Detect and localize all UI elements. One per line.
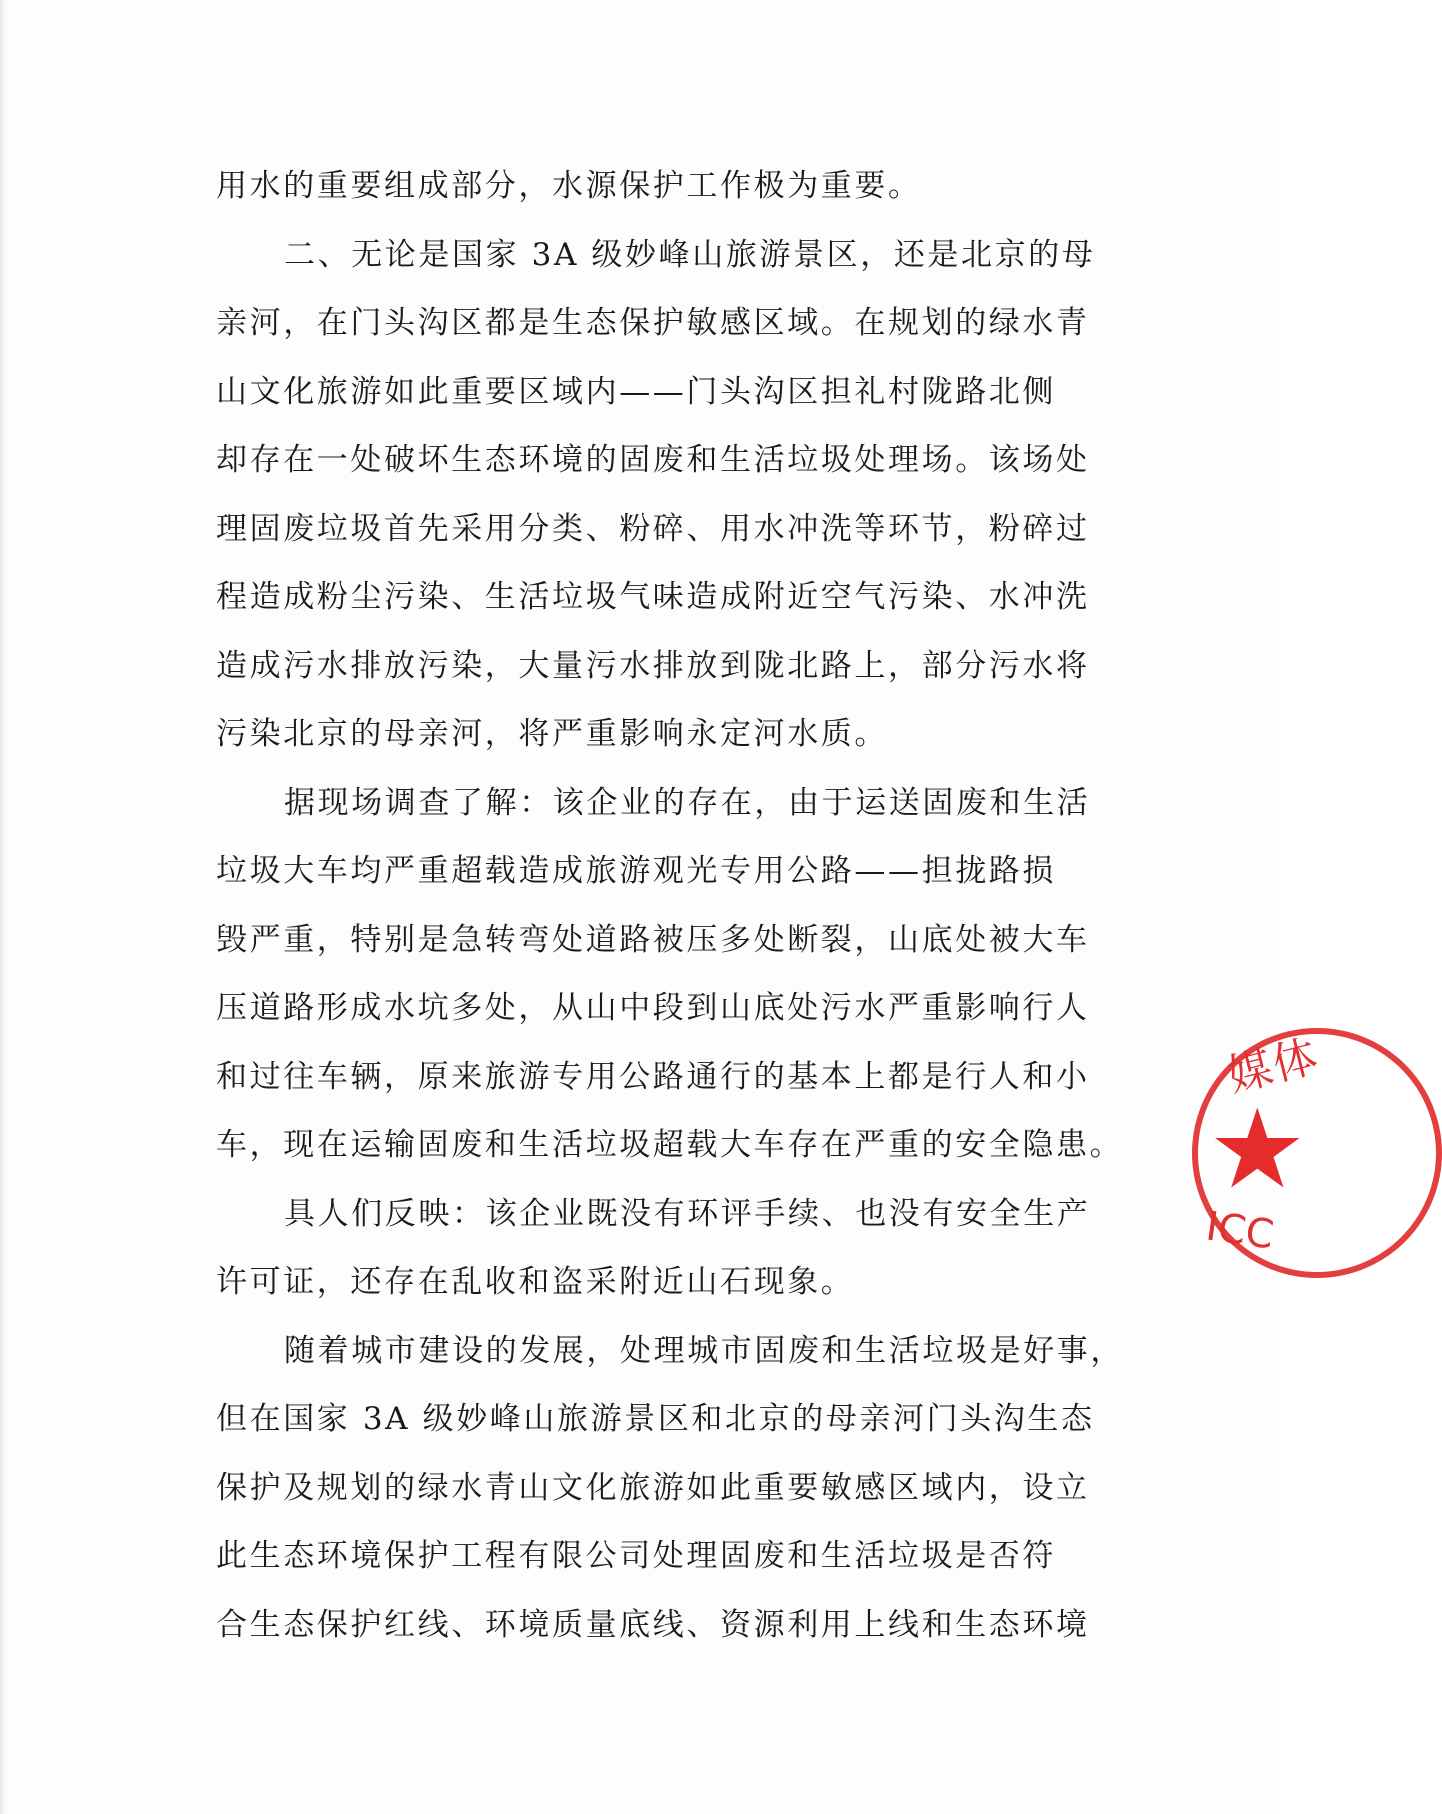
paragraph-start-line: 随着城市建设的发展，处理城市固废和生活垃圾是好事， [284,1332,1124,1369]
text-line: 和过往车辆，原来旅游专用公路通行的基本上都是行人和小 [216,1058,1090,1095]
seal-text-bottom: ICC [1203,1203,1277,1259]
paragraph-start-line: 二、无论是国家 3A 级妙峰山旅游景区，还是北京的母 [284,236,1096,273]
text-line: 用水的重要组成部分，水源保护工作极为重要。 [216,168,922,204]
text-line: 车，现在运输固废和生活垃圾超载大车存在严重的安全隐患。 [216,1127,1124,1163]
seal-text-top: 媒体 [1222,1030,1325,1103]
text-line: 压道路形成水坑多处，从山中段到山底处污水严重影响行人 [216,990,1090,1026]
text-line: 许可证，还存在乱收和盗采附近山石现象。 [216,1264,855,1300]
text-line: 保护及规划的绿水青山文化旅游如此重要敏感区域内，设立 [216,1469,1090,1506]
paragraph-start-line: 据现场调查了解：该企业的存在，由于运送固废和生活 [284,784,1091,821]
text-line: 此生态环境保护工程有限公司处理固废和生活垃圾是否符 [216,1538,1056,1574]
text-line: 垃圾大车均严重超载造成旅游观光专用公路——担拢路损 [216,853,1056,889]
text-line: 污染北京的母亲河，将严重影响永定河水质。 [216,716,888,752]
text-line: 程造成粉尘污染、生活垃圾气味造成附近空气污染、水冲洗 [216,579,1090,615]
text-line: 毁严重，特别是急转弯处道路被压多处断裂，山底处被大车 [216,921,1090,958]
paragraph-start-line: 具人们反映：该企业既没有环评手续、也没有安全生产 [284,1195,1091,1232]
text-line: 造成污水排放污染，大量污水排放到陇北路上，部分污水将 [216,647,1090,684]
document-body [216,152,1124,1659]
text-line: 但在国家 3A 级妙峰山旅游景区和北京的母亲河门头沟生态 [216,1401,1095,1437]
text-line: 亲河，在门头沟区都是生态保护敏感区域。在规划的绿水青 [216,305,1090,341]
text-line: 合生态保护红线、环境质量底线、资源利用上线和生态环境 [216,1606,1090,1643]
text-line: 理固废垃圾首先采用分类、粉碎、用水冲洗等环节，粉碎过 [216,510,1090,547]
text-line: 山文化旅游如此重要区域内——门头沟区担礼村陇路北侧 [216,373,1056,410]
star-icon: ★ [1208,1085,1307,1213]
red-seal-stamp [1192,1028,1442,1278]
text-line: 却存在一处破坏生态环境的固废和生活垃圾处理场。该场处 [216,442,1090,478]
